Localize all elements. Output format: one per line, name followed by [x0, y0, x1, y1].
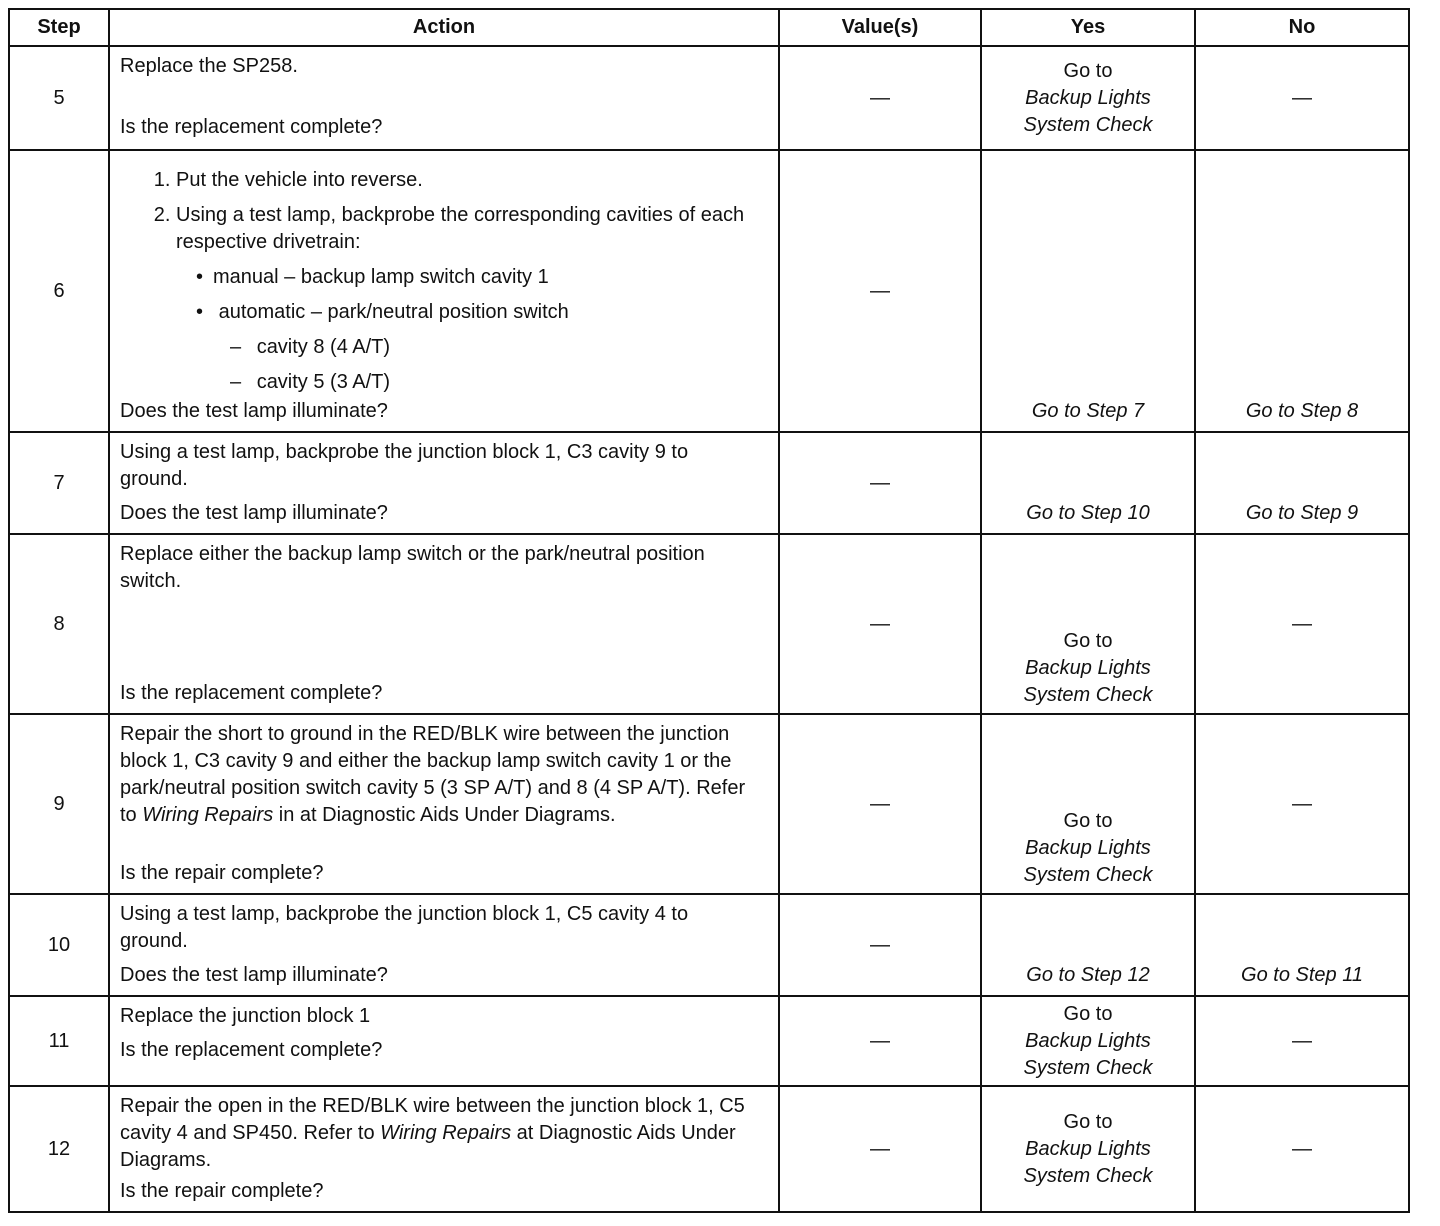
value-cell: —	[779, 1086, 981, 1212]
no-goto: Go to Step 11	[1241, 964, 1363, 986]
action-cell	[109, 432, 779, 534]
yes-goto: Go to Step 10	[1026, 502, 1150, 524]
yes-goto: Go to	[1063, 59, 1113, 82]
bullet-item	[196, 299, 768, 396]
table-row	[9, 894, 1409, 996]
no-cell: —	[1195, 534, 1409, 714]
wiring-repairs-ref: Wiring Repairs	[142, 804, 274, 826]
yes-cell	[981, 714, 1195, 894]
no-cell	[1195, 432, 1409, 534]
yes-target-2: System Check	[1023, 113, 1153, 136]
action-cell	[109, 46, 779, 150]
yes-target-2: System Check	[1023, 1164, 1153, 1187]
table-row	[9, 1086, 1409, 1212]
action-cell	[109, 714, 779, 894]
table-row	[9, 714, 1409, 894]
no-cell: —	[1195, 1086, 1409, 1212]
step-number: 5	[9, 46, 109, 150]
action-text: Replace the SP258.	[120, 55, 298, 77]
question-text: Is the repair complete?	[120, 1180, 324, 1202]
yes-goto: Go to	[1063, 630, 1113, 652]
yes-target: Backup Lights	[1025, 1137, 1151, 1160]
value-cell: —	[779, 432, 981, 534]
action-cell	[109, 150, 779, 432]
yes-target: Backup Lights	[1025, 837, 1151, 859]
step-number: 9	[9, 714, 109, 894]
action-text: Replace the junction block 1	[120, 1005, 371, 1027]
action-text-a: Repair the short to ground in the RED/BLK wire between the junction block 1, C3 cavity 9 and either the backup lamp switch cavity 1 or the park/neutral position switch cavity 5 (3 SP A/T) and 8 (4 SP A/T). Refer to	[120, 723, 746, 826]
header-row	[9, 9, 1409, 46]
yes-cell	[981, 996, 1195, 1086]
action-cell	[109, 1086, 779, 1212]
action-text	[120, 721, 760, 829]
action-cell	[109, 534, 779, 714]
yes-goto: Go to	[1063, 810, 1113, 832]
step-number: 8	[9, 534, 109, 714]
action-text-b: at Diagnostic Aids Under Diagrams.	[120, 1122, 736, 1171]
sub-item: – cavity 8 (4 A/T)	[230, 334, 768, 361]
step-number: 11	[9, 996, 109, 1086]
action-text: Using a test lamp, backprobe the junction block 1, C5 cavity 4 to ground.	[120, 903, 689, 952]
wiring-repairs-ref: Wiring Repairs	[380, 1122, 512, 1144]
table-row	[9, 150, 1409, 432]
sub-item: – cavity 5 (3 A/T)	[230, 369, 768, 396]
yes-cell	[981, 150, 1195, 432]
action-text: Replace either the backup lamp switch or the park/neutral position switch.	[120, 543, 705, 592]
no-cell: —	[1195, 46, 1409, 150]
question-text: Is the replacement complete?	[120, 682, 383, 704]
action-text-b: in at Diagnostic Aids Under Diagrams.	[273, 804, 616, 826]
action-cell	[109, 996, 779, 1086]
action-cell	[109, 894, 779, 996]
value-cell: —	[779, 714, 981, 894]
yes-target-2: System Check	[1023, 684, 1153, 706]
diagnostic-table	[8, 8, 1410, 1213]
step-number: 6	[9, 150, 109, 432]
bullet-list	[176, 264, 768, 396]
step-number: 10	[9, 894, 109, 996]
action-list	[120, 167, 768, 396]
table-row	[9, 996, 1409, 1086]
value-cell: —	[779, 996, 981, 1086]
action-text: Using a test lamp, backprobe the junction block 1, C3 cavity 9 to ground.	[120, 441, 689, 490]
question-text: Does the test lamp illuminate?	[120, 964, 388, 986]
no-cell	[1195, 150, 1409, 432]
question-text: Is the repair complete?	[120, 862, 324, 884]
header-yes: Yes	[981, 9, 1195, 46]
question-text: Is the replacement complete?	[120, 1039, 383, 1061]
yes-cell	[981, 1086, 1195, 1212]
bullet-item-text: automatic – park/neutral position switch	[218, 301, 569, 323]
action-text-a: Repair the open in the RED/BLK wire between the junction block 1, C5 cavity 4 and SP450. Refer to	[120, 1095, 745, 1144]
yes-target-2: System Check	[1023, 864, 1153, 886]
value-cell: —	[779, 150, 981, 432]
sub-list	[196, 334, 768, 396]
step-number: 12	[9, 1086, 109, 1212]
list-item	[176, 202, 768, 396]
bullet-item: • manual – backup lamp switch cavity 1	[196, 264, 768, 291]
yes-target: Backup Lights	[1025, 1029, 1151, 1052]
yes-goto: Go to Step 7	[1031, 400, 1145, 422]
header-step: Step	[9, 9, 109, 46]
table-row	[9, 432, 1409, 534]
header-action: Action	[109, 9, 779, 46]
yes-cell	[981, 894, 1195, 996]
yes-cell	[981, 46, 1195, 150]
list-item: 1. Put the vehicle into reverse.	[176, 167, 768, 194]
header-values: Value(s)	[779, 9, 981, 46]
yes-cell	[981, 432, 1195, 534]
yes-goto: Go to	[1063, 1110, 1113, 1133]
list-item-text: Using a test lamp, backprobe the corresponding cavities of each respective drivetrain:	[176, 204, 745, 253]
yes-cell	[981, 534, 1195, 714]
question-text: Is the replacement complete?	[120, 116, 383, 138]
action-text	[120, 1093, 768, 1174]
yes-goto: Go to	[1063, 1002, 1113, 1025]
no-goto: Go to Step 8	[1245, 400, 1359, 422]
no-cell	[1195, 894, 1409, 996]
table-row	[9, 534, 1409, 714]
value-cell: —	[779, 894, 981, 996]
value-cell: —	[779, 46, 981, 150]
question-text: Does the test lamp illuminate?	[120, 502, 388, 524]
yes-target-2: System Check	[1023, 1056, 1153, 1079]
no-cell: —	[1195, 714, 1409, 894]
yes-target: Backup Lights	[1025, 86, 1151, 109]
value-cell: —	[779, 534, 981, 714]
step-number: 7	[9, 432, 109, 534]
yes-goto: Go to Step 12	[1026, 964, 1150, 986]
no-cell: —	[1195, 996, 1409, 1086]
question-text: Does the test lamp illuminate?	[120, 400, 388, 422]
header-no: No	[1195, 9, 1409, 46]
no-goto: Go to Step 9	[1245, 502, 1359, 524]
table-row	[9, 46, 1409, 150]
yes-target: Backup Lights	[1025, 657, 1151, 679]
